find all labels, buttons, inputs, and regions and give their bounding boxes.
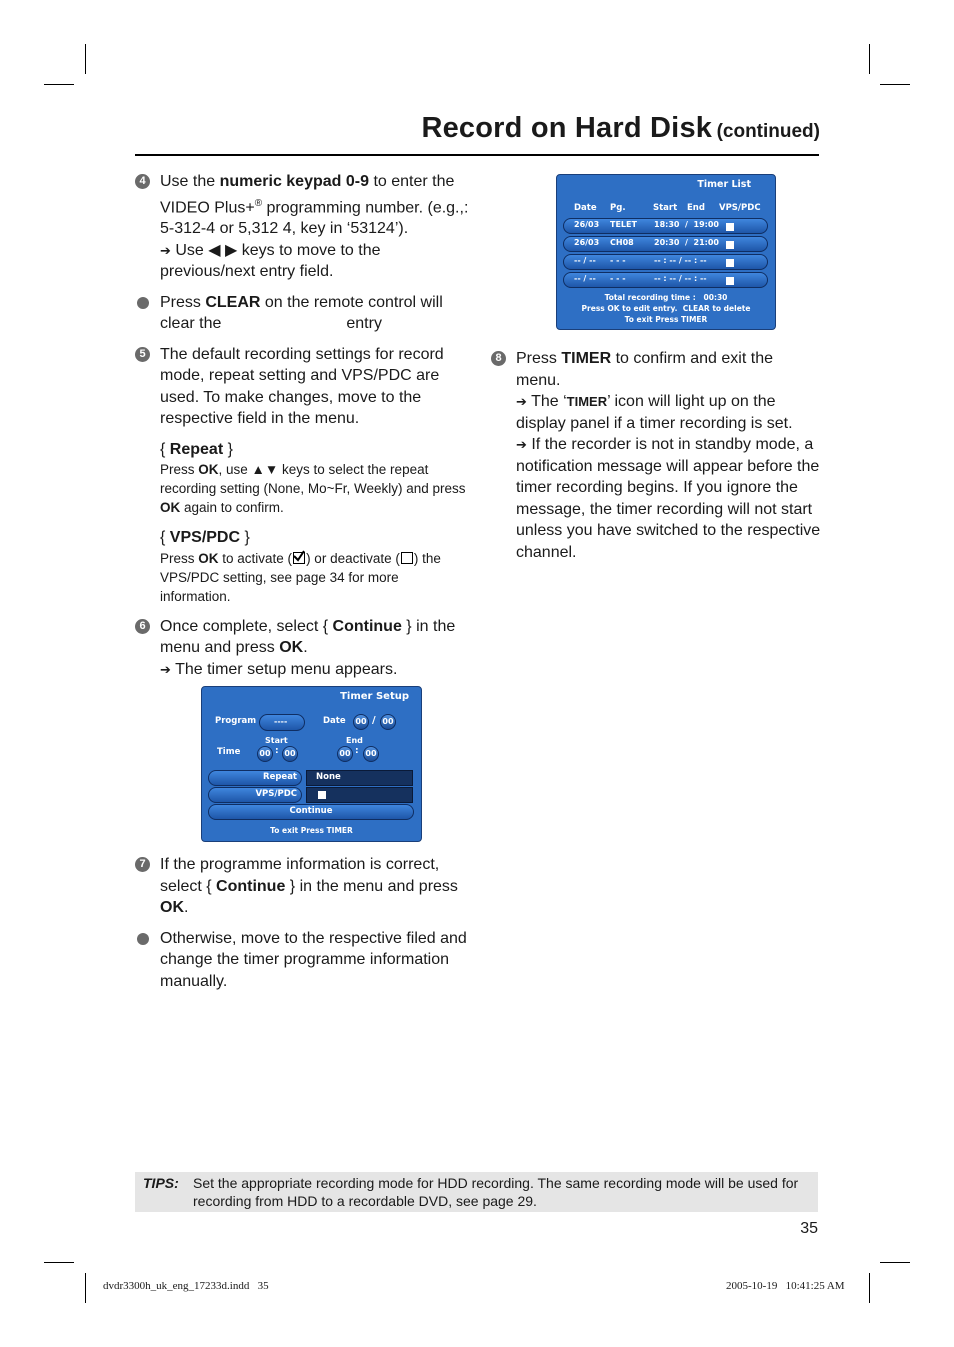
step-6 [135,616,470,681]
timer-row[interactable] [563,254,768,270]
text: to activate ( [218,550,293,566]
start-minute-field[interactable]: 00 [282,746,298,762]
tips-text: Set the appropriate recording mode for HDD recording. The same recording mode will be used for recording from HDD to a recordable DVD, see page 29. [193,1175,799,1209]
total-time: Total recording time : 00:30 [604,293,728,302]
left-column-lower [135,854,470,1001]
continue-label: Continue [332,617,402,635]
timer-row[interactable] [563,272,768,288]
step-number: 5 [135,347,150,362]
repeat-option [160,439,470,518]
crop-mark [880,84,910,85]
keypad-label: numeric keypad 0-9 [219,173,369,190]
right-column [491,348,821,572]
date-label: Date [323,716,346,726]
text: . [303,639,308,657]
ok-label: OK [198,462,219,478]
text: . [184,899,189,916]
crop-mark [44,1262,74,1263]
unchecked-box-icon [401,552,413,564]
end-hour-field[interactable]: 00 [337,746,353,762]
program-value: ---- [274,717,288,726]
text: Press [516,350,562,367]
timer-label: TIMER [561,350,612,367]
timer-list-screen [556,174,776,330]
page-title-continued: (continued) [716,121,820,142]
text: If the programme information is correct, select { [160,856,440,895]
clear-label: CLEAR [205,293,261,311]
step-number: 7 [135,857,150,872]
vps-checkbox-icon [726,241,734,249]
crop-mark [880,1262,910,1263]
crop-mark [85,1273,86,1303]
row-date: 26/03 [574,220,600,229]
text: } in the menu and press [285,877,458,895]
text: ’ icon will light up on the display panel if a timer recording is set. [516,393,793,432]
row-channel: - - - [610,256,626,265]
start-colon: : [275,746,279,756]
timer-setup-screen [201,686,422,842]
reg-mark: ® [254,197,263,209]
date-day-field[interactable]: 00 [353,714,369,730]
text: { [160,440,170,458]
crop-mark [85,44,86,74]
row-channel: CH08 [610,238,634,247]
arrow-icon: ➔ [160,661,171,677]
vps-button[interactable] [208,787,302,803]
text: programming number. (e.g.,: 5-312-4 or 5,312 4, key in ‘53124’). [160,198,469,238]
tips-box [135,1172,818,1212]
text: on the remote control will clear the [160,293,443,333]
date-month-field[interactable]: 00 [380,714,396,730]
row-channel: TELET [610,220,637,229]
header-start: Start [653,203,678,213]
row-time: -- : -- / -- : -- [654,256,707,265]
date-slash: / [372,715,376,726]
bullet-icon [137,933,149,945]
ok-label: OK [160,899,184,916]
vps-checkbox-icon [726,223,734,231]
end-minute-field[interactable]: 00 [363,746,379,762]
step-7 [135,854,470,919]
crop-mark [869,44,870,74]
repeat-label: Repeat [263,772,297,782]
header-date: Date [574,203,597,213]
header-pg: Pg. [610,203,626,213]
screen-title: Timer List [697,179,751,190]
step-5 [135,344,470,430]
screen-title: Timer Setup [340,691,409,702]
text: again to confirm. [180,500,284,516]
text: Use ◀ ▶ keys to move to the previous/next entry field. [160,241,381,281]
end-colon: : [355,746,359,756]
text: entry [346,315,382,333]
text: Otherwise, move to the respective filed and change the timer programme information manually. [160,929,467,990]
text: , use ▲▼ keys to select the repeat recording setting (None, Mo~Fr, Weekly) and press [160,462,466,497]
vps-option [160,527,470,606]
crop-mark [44,84,74,85]
row-time: 18:30 / 19:00 [654,220,719,229]
program-field[interactable] [259,714,305,731]
text: } in the menu and press [160,617,456,657]
step-4 [135,171,470,283]
arrow-icon: ➔ [516,437,527,452]
row-date: 26/03 [574,238,600,247]
footer-file: dvdr3300h_uk_eng_17233d.indd 35 [103,1280,269,1292]
exit-hint: To exit Press TIMER [270,826,353,835]
clear-bullet [135,292,470,335]
step-number: 8 [491,351,506,366]
continue-label: Continue [216,877,286,895]
text: Press [160,293,206,311]
repeat-title: Repeat [169,440,224,458]
timer-icon-label: TIMER [566,394,608,409]
vps-checkbox-icon [726,277,734,285]
page-title: Record on Hard Disk [421,112,713,144]
vps-checkbox-icon [318,791,326,799]
text: If the recorder is not in standby mode, a notification message will appear before the timer recording begins. If you ignore the message, the timer recording will not start unless you have switched to the respective channel. [516,436,821,561]
row-time: -- : -- / -- : -- [654,274,707,283]
vps-label: VPS/PDC [255,789,297,799]
text: } [223,440,233,458]
header-rule [135,154,819,156]
row-time: 20:30 / 21:00 [654,238,719,247]
text: ) or deactivate ( [306,550,400,566]
text: The default recording settings for record mode, repeat setting and VPS/PDC are used. To make changes, move to the respective field in the menu. [160,345,444,428]
text: to enter the VIDEO Plus+ [160,173,455,216]
text: ) the VPS/PDC setting, see page 34 for more information. [160,550,441,604]
repeat-value-field[interactable] [306,770,413,786]
step-8 [491,348,821,563]
checked-box-icon [293,552,305,564]
time-label: Time [217,747,241,757]
start-hour-field[interactable]: 00 [257,746,273,762]
text: Once complete, select { [160,617,333,635]
program-label: Program [215,716,257,726]
footer-timestamp: 2005-10-19 10:41:25 AM [726,1280,845,1292]
continue-label: Continue [289,806,333,816]
ok-label: OK [198,550,219,566]
timer-row[interactable] [563,218,768,234]
end-label: End [346,736,363,745]
start-label: Start [265,736,288,745]
text: to confirm and exit the menu. [516,350,773,389]
otherwise-bullet [135,928,470,993]
repeat-button[interactable] [208,770,302,786]
text: Press [160,462,199,478]
edit-hint: Press OK to edit entry. CLEAR to delete [581,304,751,313]
row-date: -- / -- [574,256,596,265]
text: Use the [160,173,220,190]
arrow-icon: ➔ [160,242,171,258]
ok-label: OK [279,639,304,657]
vps-checkbox-icon [726,259,734,267]
row-date: -- / -- [574,274,596,283]
text: } [240,529,250,547]
exit-hint: To exit Press TIMER [624,315,708,324]
timer-row[interactable] [563,236,768,252]
text: { [160,529,170,547]
tips-label: TIPS: [143,1175,179,1191]
step-number: 6 [135,619,150,634]
header-end: End [687,203,705,213]
header-vps: VPS/PDC [719,203,761,213]
step-number: 4 [135,174,150,189]
page-number: 35 [800,1220,818,1237]
bullet-icon [137,297,149,309]
text: The timer setup menu appears. [170,660,398,678]
continue-button[interactable] [208,804,414,820]
vps-value-field[interactable] [306,787,413,803]
repeat-value: None [316,772,341,782]
text: The ‘ [526,393,567,410]
row-channel: - - - [610,274,626,283]
page-header [360,112,820,145]
text: Press [160,550,199,566]
left-column [135,171,470,689]
ok-label: OK [160,500,181,516]
arrow-icon: ➔ [516,394,527,409]
vps-title: VPS/PDC [169,529,241,547]
crop-mark [869,1273,870,1303]
